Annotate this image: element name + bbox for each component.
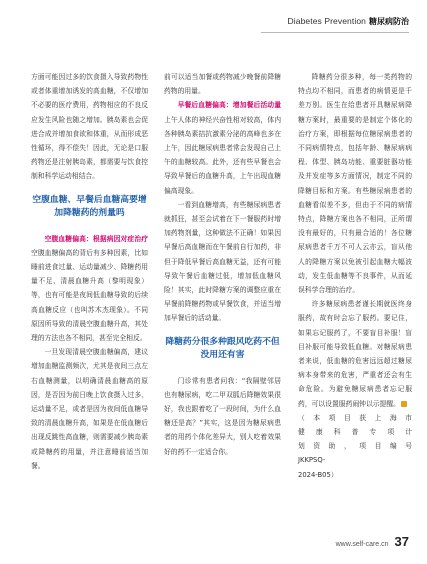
paragraph (164, 98, 281, 197)
footer-url: www.self-care.cn (335, 541, 389, 548)
paragraph-text: 空腹血糖偏高的背后有多种因素，比如睡前进食过量、运动量减少、降糖药用量不足、清晨血糖升高（黎明现象）等，也有可能是夜间低血糖导致的后续高血糖反应（也叫苏木杰现象）。不同原因所导致的清晨空腹血糖升高，其处理的方法也各不相同，甚至完全相反。 (31, 248, 148, 343)
paragraph: 降糖药分很多种，每一类药物的特点均不相同，而患者的病情更是千差万别。医生在给患者开具糖尿病降糖方案时，最重要的是制定个体化的治疗方案，即根据每位糖尿病患者的不同病情特点，包括年龄、糖尿病病程、体型、胰岛功能、重要脏器功能及并发症等多方面情况，制定不同的降糖目标和方案。有些糖尿病患者的血糖看似差不多，但由于不同的病情特点，降糖方案也各不相同，正所谓没有最好的，只有最合适的！各位糖尿病患者千万不可人云亦云，盲从他人的降糖方案以免被引起血糖大幅波动，发生低血糖等不良事件，从而延误科学合理的治疗。 (298, 73, 412, 295)
paragraph-text: 许多糖尿病患者谨长期就医终身服药，故有时会忘了服药。要记住，如果忘记服药了，不要盲目补服！盲目补服可能导致低血糖。对糖尿病患者来说，低血糖的危害远远超过糖尿病本身带来的危害，严重者还会有生命危险。为避免糖尿病患者忘记服药，可以设置服药闹钟以示提醒。 (298, 300, 412, 408)
section-title: 降糖药分很多种跟风吃药不但没用还有害 (165, 336, 280, 361)
article-column-1 (31, 70, 148, 473)
header-title-cn: 糖尿病防治 (369, 16, 409, 26)
section-title: 空腹血糖、早餐后血糖高要增加降糖药的剂量吗 (32, 194, 147, 219)
funding-note-line: JKKPSQ- (298, 456, 326, 465)
funding-note-line: （本项目获上海市 (298, 413, 412, 422)
subheading: 早餐后血糖偏高：增加餐后活动量 (177, 101, 281, 110)
article-column-2 (164, 70, 281, 459)
paragraph-text: 上午人体的神经兴奋性相对较高，体内各种胰岛素拮抗激素分泌的高峰也多在上午，因此糖尿病患者常会发现自己上午的血糖较高。此外，还有些早餐也会导致早餐后的血糖升高，上午出现血糖偏高现象。 (164, 115, 281, 195)
paragraph (298, 297, 412, 411)
page-footer (336, 534, 409, 549)
page-number: 37 (394, 534, 409, 549)
header-title-en: Diabetes Prevention (287, 16, 366, 26)
article-column-3 (298, 70, 412, 482)
header-title (288, 14, 409, 28)
section-heading-2 (164, 336, 281, 363)
funding-note (298, 411, 412, 482)
paragraph: 门诊常有患者问我：“我隔壁邻居也有糖尿病，吃二甲双胍后降糖效果很好，我也跟着吃了一段时间，为什么血糖还是高？”其实，这是因为糖尿病患者的用药个体化差异大，别人吃着效果好的药不一定适合你。 (164, 376, 281, 456)
funding-note-line: 健康科普专项计 (298, 428, 412, 437)
subheading: 空腹血糖偏高：根据病因对症治疗 (44, 234, 148, 243)
paragraph (31, 232, 148, 346)
paragraph: 前可以适当加餐或药物减少晚餐前降糖药物的用量。 (164, 73, 281, 96)
section-heading-1 (31, 194, 148, 221)
article-end-icon (401, 401, 407, 407)
header-divider (261, 32, 409, 33)
paragraph: 方面可能因过多的饮食摄入导致药物性或者体重增加诱发的高血糖，不仅增加不必要的医疗费用，药物相应的不良反应发生风险也随之增加。胰岛素也会促进合成并增加食欲和体重，从而形成恶性循环，得不偿失！因此，无论是口服药物还是注射胰岛素，都需要与饮食控制和科学运动相结合。 (31, 73, 148, 181)
paragraph: 一旦发现清晨空腹血糖偏高，建议增加血糖监测频次，尤其是夜间三点左右血糖测量，以明确清晨血糖高的原因，是否因为前日晚上饮食摄入过多、运动量不足，或者是因为夜间低血糖导致的清晨血糖升高，如果是在低血糖后出现反跳性高血糖，则需要减少胰岛素或降糖药的用量，并注意睡前适当加餐。 (31, 348, 148, 470)
paragraph: 一看到血糖增高，有些糖尿病患者就抓狂，甚至会试着在下一餐服药时增加药物剂量，这种做法不正确！如果因早餐后高血糖而在午餐前自行加药，非但于降低早餐后高血糖无益，还有可能导致午餐后血糖过低，增加低血糖风险！其实，此时降糖方案的调整应重在早餐前降糖药物或早餐饮食，并适当增加早餐后的活动量。 (164, 200, 281, 323)
funding-note-line: 划资助，项目编号 (298, 442, 412, 451)
funding-note-line: 2024-B05） (298, 470, 338, 479)
